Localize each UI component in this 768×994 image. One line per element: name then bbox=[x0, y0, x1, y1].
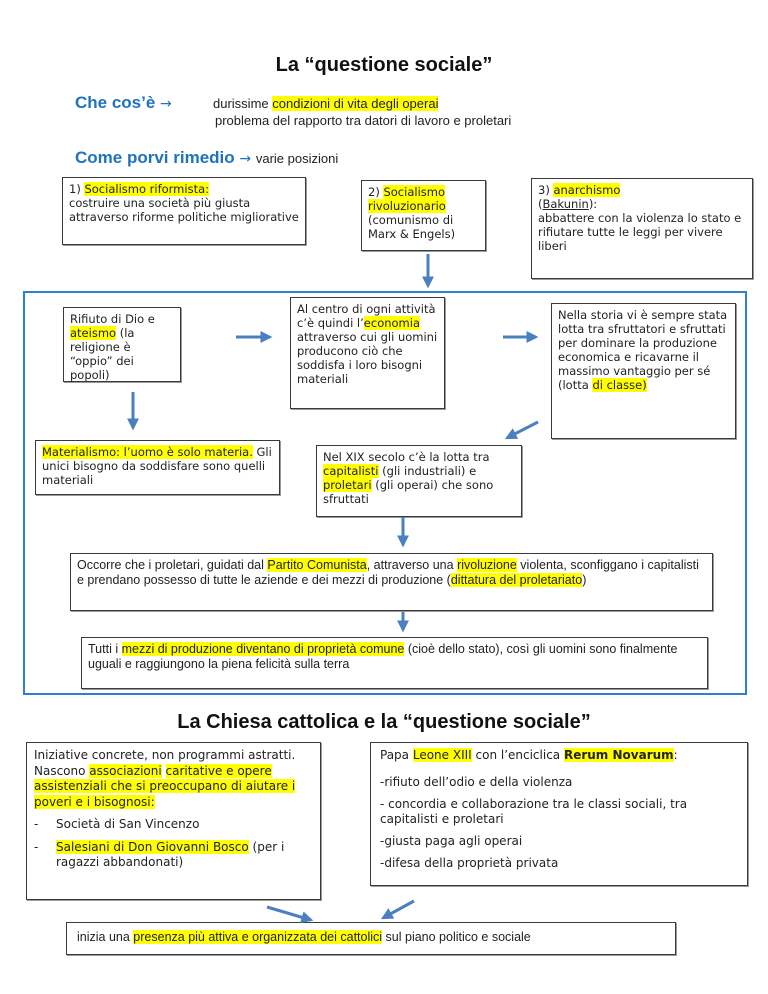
text: (gli operai) che sono sfruttati bbox=[323, 478, 494, 506]
text: ): bbox=[588, 197, 598, 211]
text: Nel XIX secolo c’è la lotta tra bbox=[323, 450, 490, 464]
what-line-2: problema del rapporto tra datori di lavoro e proletari bbox=[215, 113, 512, 128]
list-item: -difesa della proprietà privata bbox=[380, 856, 559, 870]
highlight: capitalisti bbox=[323, 464, 379, 478]
down-left-arrow-icon bbox=[383, 901, 414, 918]
materialism-box bbox=[35, 440, 280, 495]
class-struggle-box bbox=[551, 303, 736, 439]
text: Papa bbox=[380, 748, 413, 762]
remedy-label: Come porvi rimedio bbox=[75, 148, 235, 167]
text: , attraverso una bbox=[366, 558, 458, 572]
highlight: Partito Comunista bbox=[267, 558, 367, 572]
revolution-box bbox=[70, 553, 713, 611]
common-property-box bbox=[81, 637, 708, 689]
text: Iniziative concrete, non programmi astratti. Nascono bbox=[34, 748, 296, 778]
text: abbattere con la violenza lo stato e rifiutare tutte le leggi per vivere liberi bbox=[538, 211, 742, 253]
text: Al centro di ogni attività c’è quindi l’ bbox=[297, 302, 436, 330]
text: : bbox=[673, 748, 678, 762]
text: attraverso cui gli uomini producono ciò che soddisfa i loro bisogni materiali bbox=[297, 330, 438, 386]
highlight: Leone XIII bbox=[412, 748, 472, 762]
right-arrow-icon: → bbox=[239, 151, 252, 167]
text: (cioè dello stato), così gli uomini sono finalmente uguali e raggiungono la piena felicità sulla terra bbox=[88, 642, 678, 671]
highlight: dittatura del proletariato bbox=[450, 573, 583, 587]
highlight: Materialismo: l’uomo è solo materia. bbox=[42, 445, 253, 459]
highlight: rivoluzione bbox=[457, 558, 517, 572]
list-item: -rifiuto dell’odio e della violenza bbox=[380, 775, 573, 789]
text: (la religione è “oppio” dei popoli) bbox=[70, 326, 135, 382]
highlight: Socialismo riformista: bbox=[84, 182, 209, 196]
highlight: condizioni di vita degli operai bbox=[272, 96, 439, 111]
church-title: La Chiesa cattolica e la “questione sociale” bbox=[177, 711, 591, 733]
text: 1) bbox=[69, 182, 85, 196]
atheism-box bbox=[63, 307, 181, 382]
text: (comunismo di Marx & Engels) bbox=[368, 213, 456, 241]
text: costruire una società più giusta attraverso riforme politiche migliorative bbox=[69, 196, 299, 224]
nineteenth-century-box bbox=[316, 445, 522, 517]
initiatives-box bbox=[26, 742, 321, 900]
highlight: ateismo bbox=[70, 326, 117, 340]
highlight: caritative e opere assistenziali che si preoccupano di aiutare i poveri e i bisognosi: bbox=[34, 763, 296, 809]
text: ) bbox=[582, 573, 587, 587]
highlight: associazioni bbox=[89, 763, 162, 778]
text: durissime bbox=[213, 96, 273, 111]
text: con l’enciclica bbox=[471, 748, 564, 762]
right-arrow-icon: → bbox=[160, 96, 172, 112]
text: Nella storia vi è sempre stata lotta tra sfruttatori e sfruttati per dominare la produzione economica e ricavarne il massimo vantaggio per sé (lotta bbox=[558, 308, 728, 392]
text: (gli industriali) e bbox=[378, 464, 477, 478]
highlight: mezzi di produzione diventano di proprietà comune bbox=[121, 642, 405, 656]
text: 3) bbox=[538, 183, 554, 197]
list-item bbox=[34, 817, 313, 833]
what-label: Che cos’è bbox=[75, 93, 156, 112]
text: violenta, sconfiggano i capitalisti e prendano possesso di tutte le aziende e dei mezzi di produzione ( bbox=[77, 558, 699, 587]
list-item bbox=[34, 840, 313, 871]
text: Società di San Vincenzo bbox=[56, 817, 200, 831]
down-right-arrow-icon bbox=[267, 907, 311, 920]
highlight: Rerum Novarum bbox=[563, 748, 674, 762]
text: Rifiuto di Dio e bbox=[70, 312, 155, 326]
text: 2) bbox=[368, 185, 384, 199]
highlight: Salesiani di Don Giovanni Bosco bbox=[56, 839, 249, 854]
text bbox=[162, 764, 166, 778]
position-box-revolutionary bbox=[361, 180, 486, 251]
highlight: di classe) bbox=[592, 378, 647, 392]
text: sul piano politico e sociale bbox=[382, 930, 531, 944]
what-heading bbox=[75, 93, 172, 113]
text: Tutti i bbox=[88, 642, 122, 656]
text: inizia una bbox=[77, 930, 134, 944]
remedy-text: varie posizioni bbox=[255, 151, 339, 166]
text: Occorre che i proletari, guidati dal bbox=[77, 558, 268, 572]
text: Gli unici bisogno da soddisfare sono quelli materiali bbox=[42, 445, 272, 487]
rerum-novarum-box bbox=[370, 742, 748, 886]
list-item: -giusta paga agli operai bbox=[380, 834, 523, 848]
list-item: - concordia e collaborazione tra le classi sociali, tra capitalisti e proletari bbox=[380, 797, 688, 826]
position-box-reformist bbox=[62, 177, 306, 245]
bakunin-link: Bakunin bbox=[542, 197, 589, 211]
highlight: economia bbox=[363, 316, 420, 330]
position-box-anarchism bbox=[531, 178, 753, 279]
remedy-heading bbox=[75, 148, 338, 168]
dash: - bbox=[34, 839, 39, 854]
text: (per i ragazzi abbandonati) bbox=[56, 839, 285, 869]
what-line-1 bbox=[213, 96, 438, 111]
catholic-presence-box bbox=[66, 922, 676, 955]
highlight: Socialismo bbox=[383, 185, 445, 199]
economy-box bbox=[290, 297, 445, 409]
highlight: rivoluzionario bbox=[368, 199, 446, 213]
text: ( bbox=[538, 197, 543, 211]
page-title: La “questione sociale” bbox=[275, 54, 493, 76]
highlight: presenza più attiva e organizzata dei cattolici bbox=[133, 930, 383, 944]
highlight: proletari bbox=[323, 478, 372, 492]
highlight: anarchismo bbox=[553, 183, 621, 197]
dash: - bbox=[34, 817, 39, 831]
